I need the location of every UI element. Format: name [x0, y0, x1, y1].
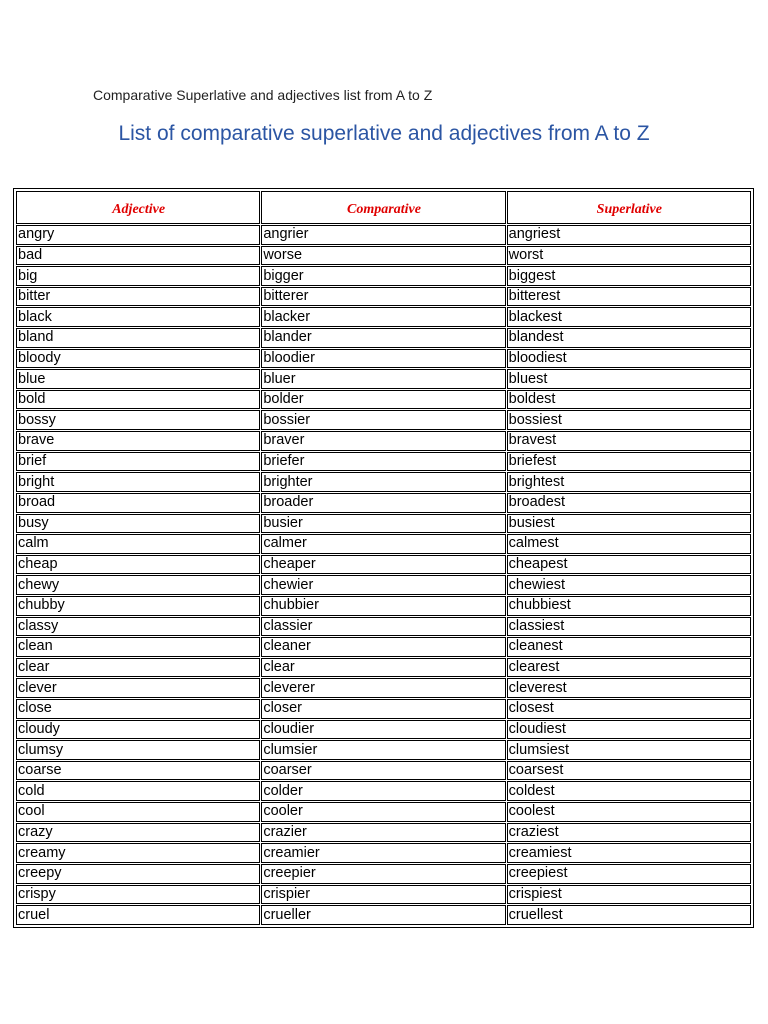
table-row — [16, 617, 751, 637]
adjective-cell: brief — [16, 452, 260, 472]
superlative-cell: chewiest — [507, 575, 751, 595]
comparative-cell: bitterer — [261, 287, 505, 307]
table-row — [16, 843, 751, 863]
superlative-cell: brightest — [507, 472, 751, 492]
adjective-cell: creamy — [16, 843, 260, 863]
superlative-cell: bravest — [507, 431, 751, 451]
superlative-cell: classiest — [507, 617, 751, 637]
adjective-cell: clear — [16, 658, 260, 678]
adjective-cell: clever — [16, 678, 260, 698]
adjective-cell: blue — [16, 369, 260, 389]
superlative-cell: craziest — [507, 823, 751, 843]
comparative-cell: worse — [261, 246, 505, 266]
table-row — [16, 472, 751, 492]
table-row — [16, 349, 751, 369]
superlative-cell: coarsest — [507, 761, 751, 781]
comparative-cell: cheaper — [261, 555, 505, 575]
comparative-cell: cleaner — [261, 637, 505, 657]
table-row — [16, 493, 751, 513]
superlative-cell: coldest — [507, 781, 751, 801]
comparative-cell: calmer — [261, 534, 505, 554]
adjective-cell: bold — [16, 390, 260, 410]
adjective-cell: cheap — [16, 555, 260, 575]
comparative-cell: bossier — [261, 410, 505, 430]
adjective-cell: crazy — [16, 823, 260, 843]
table-row — [16, 596, 751, 616]
table-row — [16, 720, 751, 740]
adjective-cell: crispy — [16, 885, 260, 905]
column-header-adjective: Adjective — [16, 191, 260, 224]
superlative-cell: crispiest — [507, 885, 751, 905]
table-row — [16, 534, 751, 554]
adjective-cell: chewy — [16, 575, 260, 595]
adjective-cell: cruel — [16, 905, 260, 925]
comparative-cell: broader — [261, 493, 505, 513]
table-row — [16, 369, 751, 389]
adjective-cell: chubby — [16, 596, 260, 616]
comparative-cell: creepier — [261, 864, 505, 884]
adjective-cell: bad — [16, 246, 260, 266]
table-row — [16, 328, 751, 348]
superlative-cell: bluest — [507, 369, 751, 389]
table-row — [16, 885, 751, 905]
comparative-cell: bloodier — [261, 349, 505, 369]
superlative-cell: bitterest — [507, 287, 751, 307]
comparative-cell: crueller — [261, 905, 505, 925]
adjective-cell: black — [16, 307, 260, 327]
table-row — [16, 390, 751, 410]
comparative-cell: classier — [261, 617, 505, 637]
column-header-comparative: Comparative — [261, 191, 505, 224]
comparative-cell: bigger — [261, 266, 505, 286]
table-row — [16, 410, 751, 430]
adjective-cell: clean — [16, 637, 260, 657]
adjective-cell: busy — [16, 514, 260, 534]
superlative-cell: coolest — [507, 802, 751, 822]
comparative-cell: coarser — [261, 761, 505, 781]
table-row — [16, 287, 751, 307]
adjective-cell: close — [16, 699, 260, 719]
adjective-cell: broad — [16, 493, 260, 513]
comparative-cell: closer — [261, 699, 505, 719]
adjective-cell: clumsy — [16, 740, 260, 760]
superlative-cell: blandest — [507, 328, 751, 348]
adjective-cell: bossy — [16, 410, 260, 430]
table-row — [16, 740, 751, 760]
comparative-cell: clear — [261, 658, 505, 678]
adjective-cell: classy — [16, 617, 260, 637]
superlative-cell: cloudiest — [507, 720, 751, 740]
superlative-cell: broadest — [507, 493, 751, 513]
superlative-cell: cruellest — [507, 905, 751, 925]
superlative-cell: closest — [507, 699, 751, 719]
adjective-cell: cloudy — [16, 720, 260, 740]
comparative-cell: brighter — [261, 472, 505, 492]
table-row — [16, 637, 751, 657]
table-row — [16, 781, 751, 801]
table-row — [16, 555, 751, 575]
comparative-cell: cooler — [261, 802, 505, 822]
comparative-cell: crispier — [261, 885, 505, 905]
comparative-cell: colder — [261, 781, 505, 801]
comparative-cell: briefer — [261, 452, 505, 472]
superlative-cell: busiest — [507, 514, 751, 534]
comparative-cell: braver — [261, 431, 505, 451]
superlative-cell: boldest — [507, 390, 751, 410]
comparative-cell: cloudier — [261, 720, 505, 740]
adjective-cell: cold — [16, 781, 260, 801]
table-row — [16, 575, 751, 595]
table-row — [16, 514, 751, 534]
comparative-cell: cleverer — [261, 678, 505, 698]
superlative-cell: bloodiest — [507, 349, 751, 369]
superlative-cell: bossiest — [507, 410, 751, 430]
table-row — [16, 266, 751, 286]
comparative-cell: crazier — [261, 823, 505, 843]
page-title: List of comparative superlative and adjectives from A to Z — [118, 122, 650, 145]
table-row — [16, 658, 751, 678]
superlative-cell: creepiest — [507, 864, 751, 884]
table-row — [16, 452, 751, 472]
adjective-cell: bland — [16, 328, 260, 348]
table-row — [16, 761, 751, 781]
superlative-cell: calmest — [507, 534, 751, 554]
adjective-cell: coarse — [16, 761, 260, 781]
comparative-cell: bolder — [261, 390, 505, 410]
superlative-cell: clumsiest — [507, 740, 751, 760]
table-row — [16, 225, 751, 245]
comparative-cell: chubbier — [261, 596, 505, 616]
adjective-cell: big — [16, 266, 260, 286]
table-row — [16, 431, 751, 451]
superlative-cell: cleanest — [507, 637, 751, 657]
comparative-cell: blacker — [261, 307, 505, 327]
superlative-cell: cleverest — [507, 678, 751, 698]
superlative-cell: creamiest — [507, 843, 751, 863]
table-row — [16, 802, 751, 822]
superlative-cell: cheapest — [507, 555, 751, 575]
adjective-cell: calm — [16, 534, 260, 554]
table-row — [16, 864, 751, 884]
adjective-cell: bloody — [16, 349, 260, 369]
table-row — [16, 905, 751, 925]
adjective-cell: angry — [16, 225, 260, 245]
superlative-cell: clearest — [507, 658, 751, 678]
comparative-cell: busier — [261, 514, 505, 534]
document-heading: Comparative Superlative and adjectives list from A to Z — [93, 87, 433, 103]
table-row — [16, 699, 751, 719]
adjective-cell: cool — [16, 802, 260, 822]
superlative-cell: chubbiest — [507, 596, 751, 616]
comparative-cell: angrier — [261, 225, 505, 245]
superlative-cell: biggest — [507, 266, 751, 286]
adjective-cell: bright — [16, 472, 260, 492]
adjectives-table — [15, 190, 752, 926]
table-row — [16, 823, 751, 843]
comparative-cell: bluer — [261, 369, 505, 389]
adjective-cell: brave — [16, 431, 260, 451]
table-header-row — [16, 191, 751, 224]
superlative-cell: briefest — [507, 452, 751, 472]
comparative-cell: blander — [261, 328, 505, 348]
table-row — [16, 307, 751, 327]
adjective-cell: bitter — [16, 287, 260, 307]
comparative-cell: chewier — [261, 575, 505, 595]
table-row — [16, 678, 751, 698]
adjective-cell: creepy — [16, 864, 260, 884]
superlative-cell: angriest — [507, 225, 751, 245]
table-row — [16, 246, 751, 266]
superlative-cell: worst — [507, 246, 751, 266]
comparative-cell: creamier — [261, 843, 505, 863]
adjectives-table-frame — [13, 188, 754, 928]
comparative-cell: clumsier — [261, 740, 505, 760]
superlative-cell: blackest — [507, 307, 751, 327]
column-header-superlative: Superlative — [507, 191, 751, 224]
table-body — [16, 225, 751, 925]
